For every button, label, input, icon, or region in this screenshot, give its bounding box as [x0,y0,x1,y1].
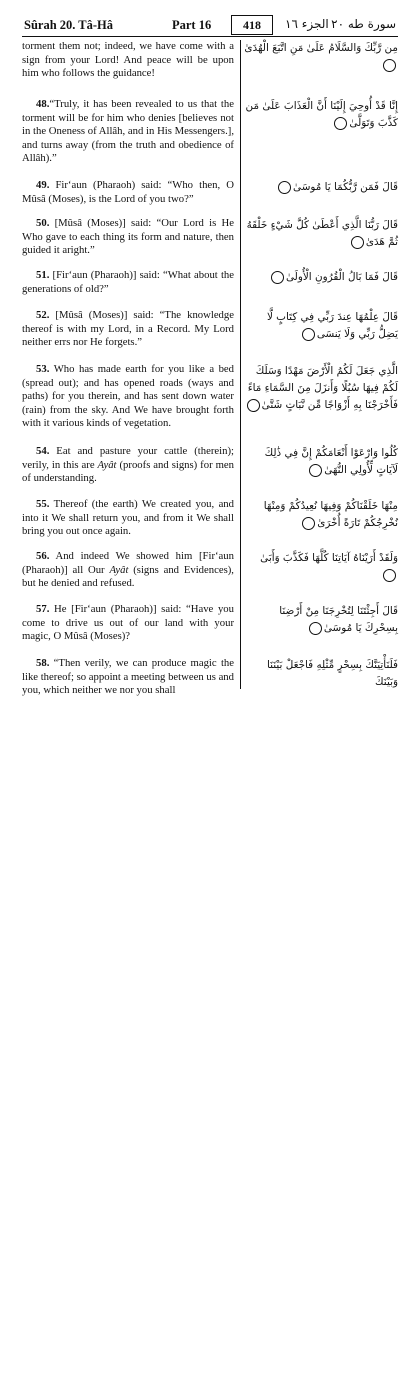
ayah-end-marker [309,622,322,635]
verse-number: 48. [36,98,50,110]
verse-number: 54. [36,445,50,457]
arabic-text: كُلُوا وَارْعَوْا أَنْعَامَكُمْ إِنَّ فِي ذَٰلِكَ لَآيَاتٍ لِّأُولِي النُّهَىٰ [264,447,398,476]
ayah-end-marker [334,117,347,130]
surah-title-ar: سورة طه ٢٠ [331,17,396,31]
verse-text: [Mûsâ (Moses)] said: “The knowledge thereof is with my Lord, in a Record. My Lord neither errs nor He forgets.” [22,309,234,348]
arabic-text: مِن رَّبِّكَ وَالسَّلَامُ عَلَىٰ مَنِ اتَّبَعَ الْهُدَىٰ [244,42,398,54]
arabic-text: قَالَ رَبُّنَا الَّذِي أَعْطَىٰ كُلَّ شَيْءٍ خَلْقَهُ ثُمَّ هَدَىٰ [246,219,398,248]
ayah-end-marker [302,517,315,530]
arabic-text: قَالَ أَجِئْتَنَا لِتُخْرِجَنَا مِنْ أَرْضِنَا بِسِحْرِكَ يَا مُوسَىٰ [279,605,398,634]
verse-translation-51 [22,269,234,296]
verse-number: 51. [36,269,50,281]
verse-text: (signs and Evidences), but he denied and refused. [22,563,234,589]
verse-text: Fir‘aun (Pharaoh) said: “Who then, O Mûsâ (Moses), is the Lord of you two?” [22,179,234,205]
part-label-ar: الجزء ١٦ [285,17,329,31]
verse-text: Thereof (the earth) We created you, and into it We shall return you, and from it We shall bring you out once again. [22,498,234,537]
ayah-end-marker [278,181,291,194]
arabic-text: الَّذِي جَعَلَ لَكُمُ الْأَرْضَ مَهْدًا وَسَلَكَ لَكُمْ فِيهَا سُبُلًا وَأَنزَلَ مِنَ السَّمَاءِ مَاءً فَأَخْرَجْنَا بِهِ أَزْوَاجًا مِّن نَّبَاتٍ شَتَّىٰ [247,365,398,411]
verse-translation-cont [22,40,234,81]
verse-number: 52. [36,309,50,321]
verse-translation-58 [22,657,234,698]
verse-translation-48 [22,98,234,166]
verse-arabic-51 [244,269,398,286]
arabic-text: قَالَ فَمَن رَّبُّكُمَا يَا مُوسَىٰ [293,181,398,193]
quran-page [22,14,398,696]
surah-title-en: Sûrah 20. Tâ-Hâ [24,18,114,32]
verse-number: 58. [36,657,50,669]
ayah-end-marker [309,464,322,477]
arabic-text: قَالَ فَمَا بَالُ الْقُرُونِ الْأُولَىٰ [286,271,398,283]
verse-arabic-49 [244,179,398,196]
verse-text: [Mûsâ (Moses)] said: “Our Lord is He Who gave to each thing its form and nature, then guided it aright.” [22,217,235,256]
ayah-end-marker [247,399,260,412]
arabic-text: مِنْهَا خَلَقْنَاكُمْ وَفِيهَا نُعِيدُكُمْ وَمِنْهَا نُخْرِجُكُمْ تَارَةً أُخْرَىٰ [263,500,398,529]
arabic-text: إِنَّا قَدْ أُوحِيَ إِلَيْنَا أَنَّ الْعَذَابَ عَلَىٰ مَن كَذَّبَ وَتَوَلَّىٰ [245,100,398,129]
verse-text: torment them not; indeed, we have come with a sign from your Lord! And peace will be upon him who follows the guidance! [22,40,234,79]
verse-text: And indeed We showed him [Fir‘aun (Pharaoh)] all Our [22,550,234,576]
verse-arabic-54 [244,445,398,479]
header-rule [22,36,398,37]
verse-translation-56 [22,550,234,591]
verse-text: Who has made earth for you like a bed (spread out); and has opened roads (ways and paths) for you therein, and has sent down water (rain) from the sky. And We have brought forth with it various kinds of vegetation. [22,363,235,429]
verse-number: 56. [36,550,50,562]
verse-translation-52 [22,309,234,350]
running-header [22,14,398,38]
verse-translation-53 [22,363,234,431]
verse-arabic-cont [244,40,398,74]
verse-text: (proofs and signs) for men of understanding. [22,458,234,484]
verse-italic-term: Ayât [97,458,117,471]
verse-arabic-48 [244,98,398,132]
verse-text: [Fir‘aun (Pharaoh)] said: “What about the generations of old?” [22,269,235,295]
part-label: Part 16 [172,18,212,32]
verse-number: 50. [36,217,50,229]
verse-italic-term: Ayât [109,563,129,576]
ayah-end-marker [271,271,284,284]
verse-arabic-55 [244,498,398,532]
verse-arabic-56 [244,550,398,584]
verse-arabic-53 [244,363,398,414]
verse-arabic-57 [244,603,398,637]
verse-translation-55 [22,498,234,539]
arabic-text: وَلَقَدْ أَرَيْنَاهُ آيَاتِنَا كُلَّهَا فَكَذَّبَ وَأَبَىٰ [260,552,398,564]
verse-translation-49 [22,179,234,206]
verse-translation-54 [22,445,234,486]
verse-translation-57 [22,603,234,644]
verse-text: “Then verily, we can produce magic the like thereof; so appoint a meeting between us and you, which neither we nor you shall [22,657,234,696]
column-divider [240,40,241,689]
verse-text: Eat and pasture your cattle (therein); verily, in this are [22,445,234,471]
verse-text: He [Fir‘aun (Pharaoh)] said: “Have you come to drive us out of our land with your magic, O Mûsâ (Moses)? [22,603,234,642]
verse-arabic-50 [244,217,398,251]
verse-arabic-52 [244,309,398,343]
verse-arabic-58 [244,657,398,691]
page-number: 418 [231,15,273,35]
ayah-end-marker [383,59,396,72]
arabic-text: فَلَنَأْتِيَنَّكَ بِسِحْرٍ مِّثْلِهِ فَاجْعَلْ بَيْنَنَا وَبَيْنَكَ [266,659,398,688]
ayah-end-marker [351,236,364,249]
verse-number: 55. [36,498,50,510]
verse-number: 49. [36,179,50,191]
arabic-text: قَالَ عِلْمُهَا عِندَ رَبِّي فِي كِتَابٍ لَّا يَضِلُّ رَبِّي وَلَا يَنسَى [266,311,398,340]
page-body [22,40,398,696]
verse-text: “Truly, it has been revealed to us that the torment will be for him who denies [believes not in the Oneness of Allâh, and in His Messengers.], and turns away (from the truth and obedience of Allâh).” [22,98,234,164]
verse-translation-50 [22,217,234,258]
verse-number: 57. [36,603,50,615]
ayah-end-marker [383,569,396,582]
ayah-end-marker [302,328,315,341]
verse-number: 53. [36,363,50,375]
